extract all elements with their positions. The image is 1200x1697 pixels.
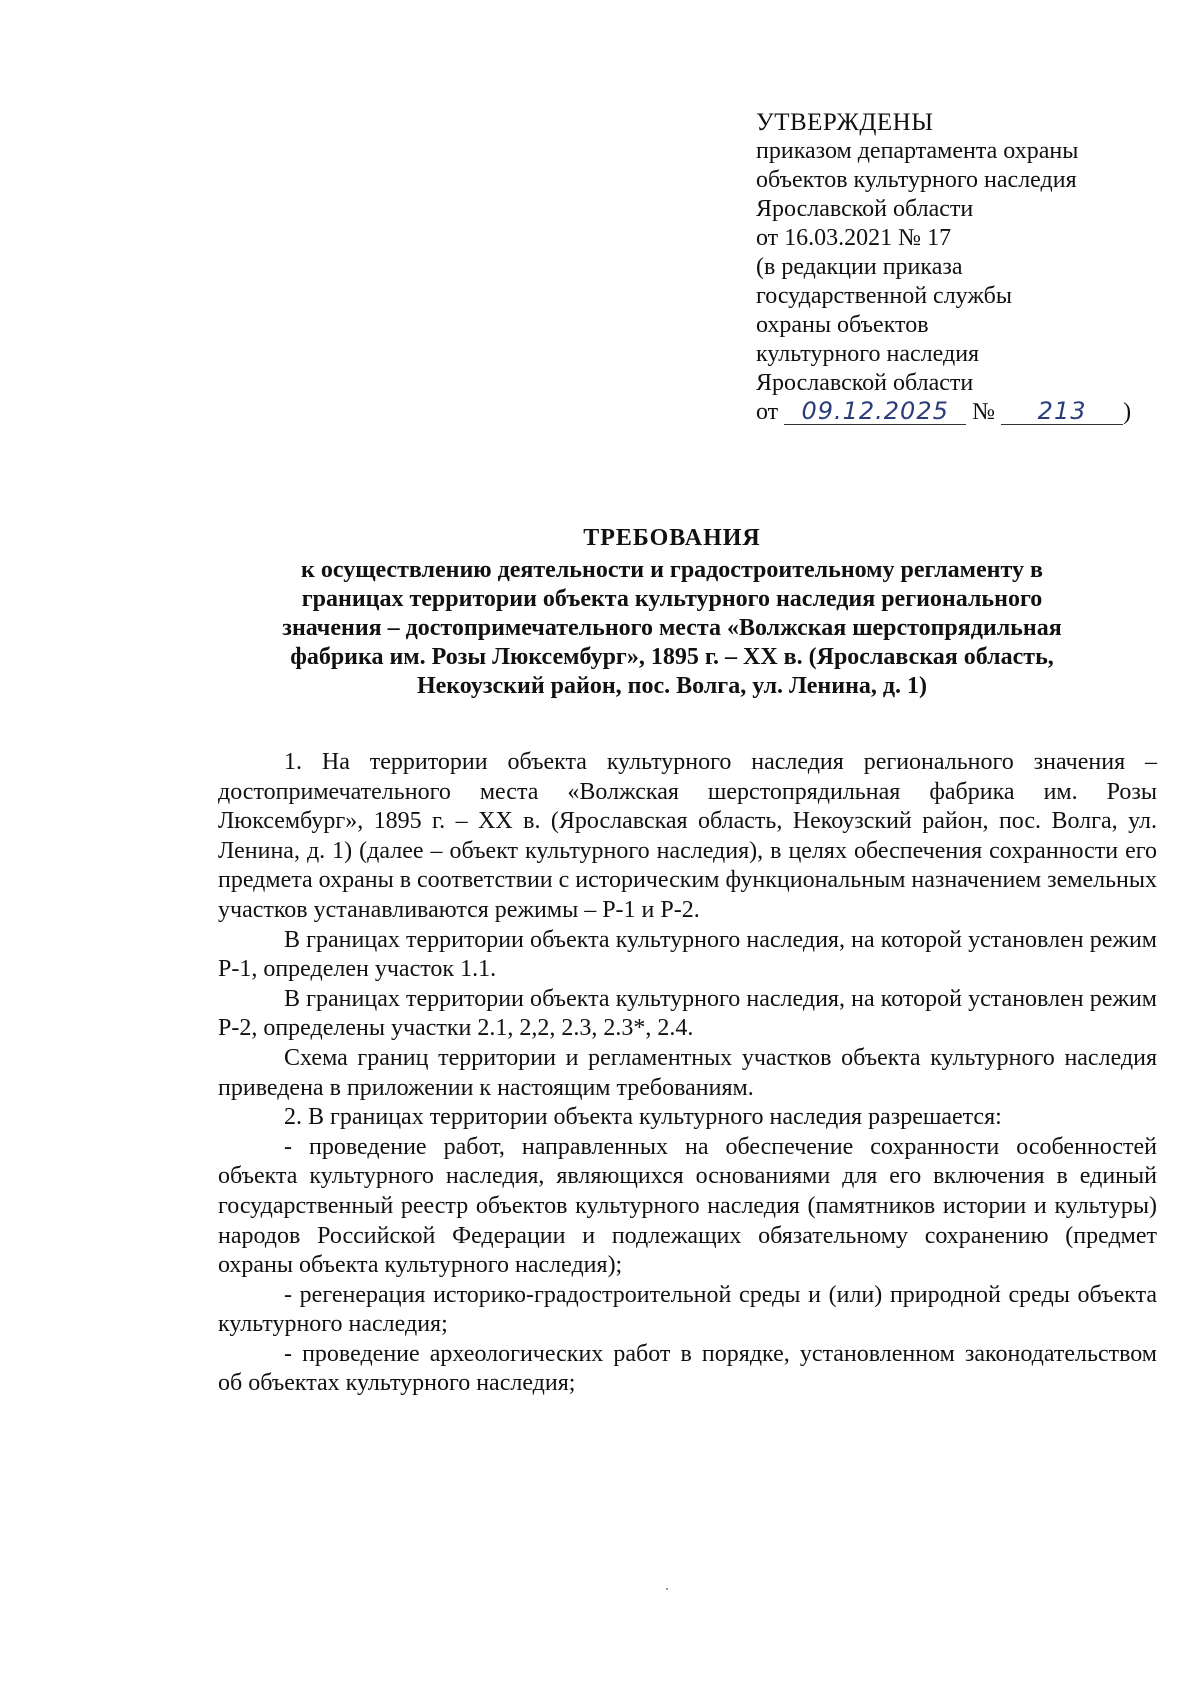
paragraph: Схема границ территории и регламентных участков объекта культурного наследия приведена в приложении к настоящим требованиям. <box>218 1044 1157 1101</box>
list-item: - проведение работ, направленных на обеспечение сохранности особенностей объекта культурного наследия, являющихся основаниями для его включения в единый государственный реестр объектов культурного наследия (памятников истории и культуры) народов Российской Федерации и подлежащих обязательному сохранению (предмет охраны объекта культурного наследия); <box>218 1133 1157 1279</box>
paragraph: 2. В границах территории объекта культурного наследия разрешается: <box>284 1104 1002 1131</box>
subtitle-line: границах территории объекта культурного наследия регионального <box>301 586 1043 612</box>
document-body <box>218 748 1157 1399</box>
approval-line: охраны объектов <box>756 312 929 338</box>
paragraph: 1. На территории объекта культурного наследия регионального значения – достопримечательного места «Волжская шерстопрядильная фабрика им. Розы Люксембург», 1895 г. – XX в. (Ярославская область, Некоузский район, пос. Волга, ул. Ленина, д. 1) (далее – объект культурного наследия), в целях обеспечения сохранности его предмета охраны в соответствии с историческим функциональным назначением земельных участков устанавливаются режимы – Р-1 и Р-2. <box>218 749 1158 923</box>
approval-heading: УТВЕРЖДЕНЫ <box>756 109 934 136</box>
document-title: ТРЕБОВАНИЯ <box>583 525 761 551</box>
scan-artifact <box>666 1588 668 1590</box>
list-item: - регенерация историко-градостроительной среды и (или) природной среды объекта культурного наследия; <box>218 1281 1157 1338</box>
approval-line: государственной службы <box>756 283 1012 309</box>
approval-line: приказом департамента охраны <box>756 138 1079 164</box>
approval-line: Ярославской области <box>756 370 974 396</box>
paragraph: В границах территории объекта культурного наследия, на которой установлен режим Р-2, определены участки 2.1, 2,2, 2.3, 2.3*, 2.4. <box>218 985 1157 1042</box>
subtitle-line: к осуществлению деятельности и градостроительному регламенту в <box>301 557 1043 583</box>
date-prefix: от <box>756 399 779 425</box>
subtitle-line: значения – достопримечательного места «Волжская шерстопрядильная <box>282 615 1062 641</box>
document-title-block <box>200 524 1144 701</box>
approval-line: Ярославской области <box>756 196 974 222</box>
approval-line: объектов культурного наследия <box>756 167 1077 193</box>
approval-block <box>756 108 1156 427</box>
approval-line: культурного наследия <box>756 341 980 367</box>
handwritten-date: 09.12.2025 <box>784 398 966 425</box>
list-item: - проведение археологических работ в порядке, установленном законодательством об объектах культурного наследия; <box>218 1340 1157 1397</box>
subtitle-line: фабрика им. Розы Люксембург», 1895 г. – XX в. (Ярославская область, <box>290 644 1054 670</box>
paragraph: В границах территории объекта культурного наследия, на которой установлен режим Р-1, определен участок 1.1. <box>218 926 1157 983</box>
number-prefix: № <box>972 399 996 425</box>
approval-line: (в редакции приказа <box>756 254 963 280</box>
approval-line: от 16.03.2021 № 17 <box>756 225 952 251</box>
subtitle-line: Некоузский район, пос. Волга, ул. Ленина, д. 1) <box>416 673 928 699</box>
closing-paren: ) <box>1123 399 1132 425</box>
handwritten-number: 213 <box>1001 398 1123 425</box>
approval-date-line <box>756 398 1156 427</box>
